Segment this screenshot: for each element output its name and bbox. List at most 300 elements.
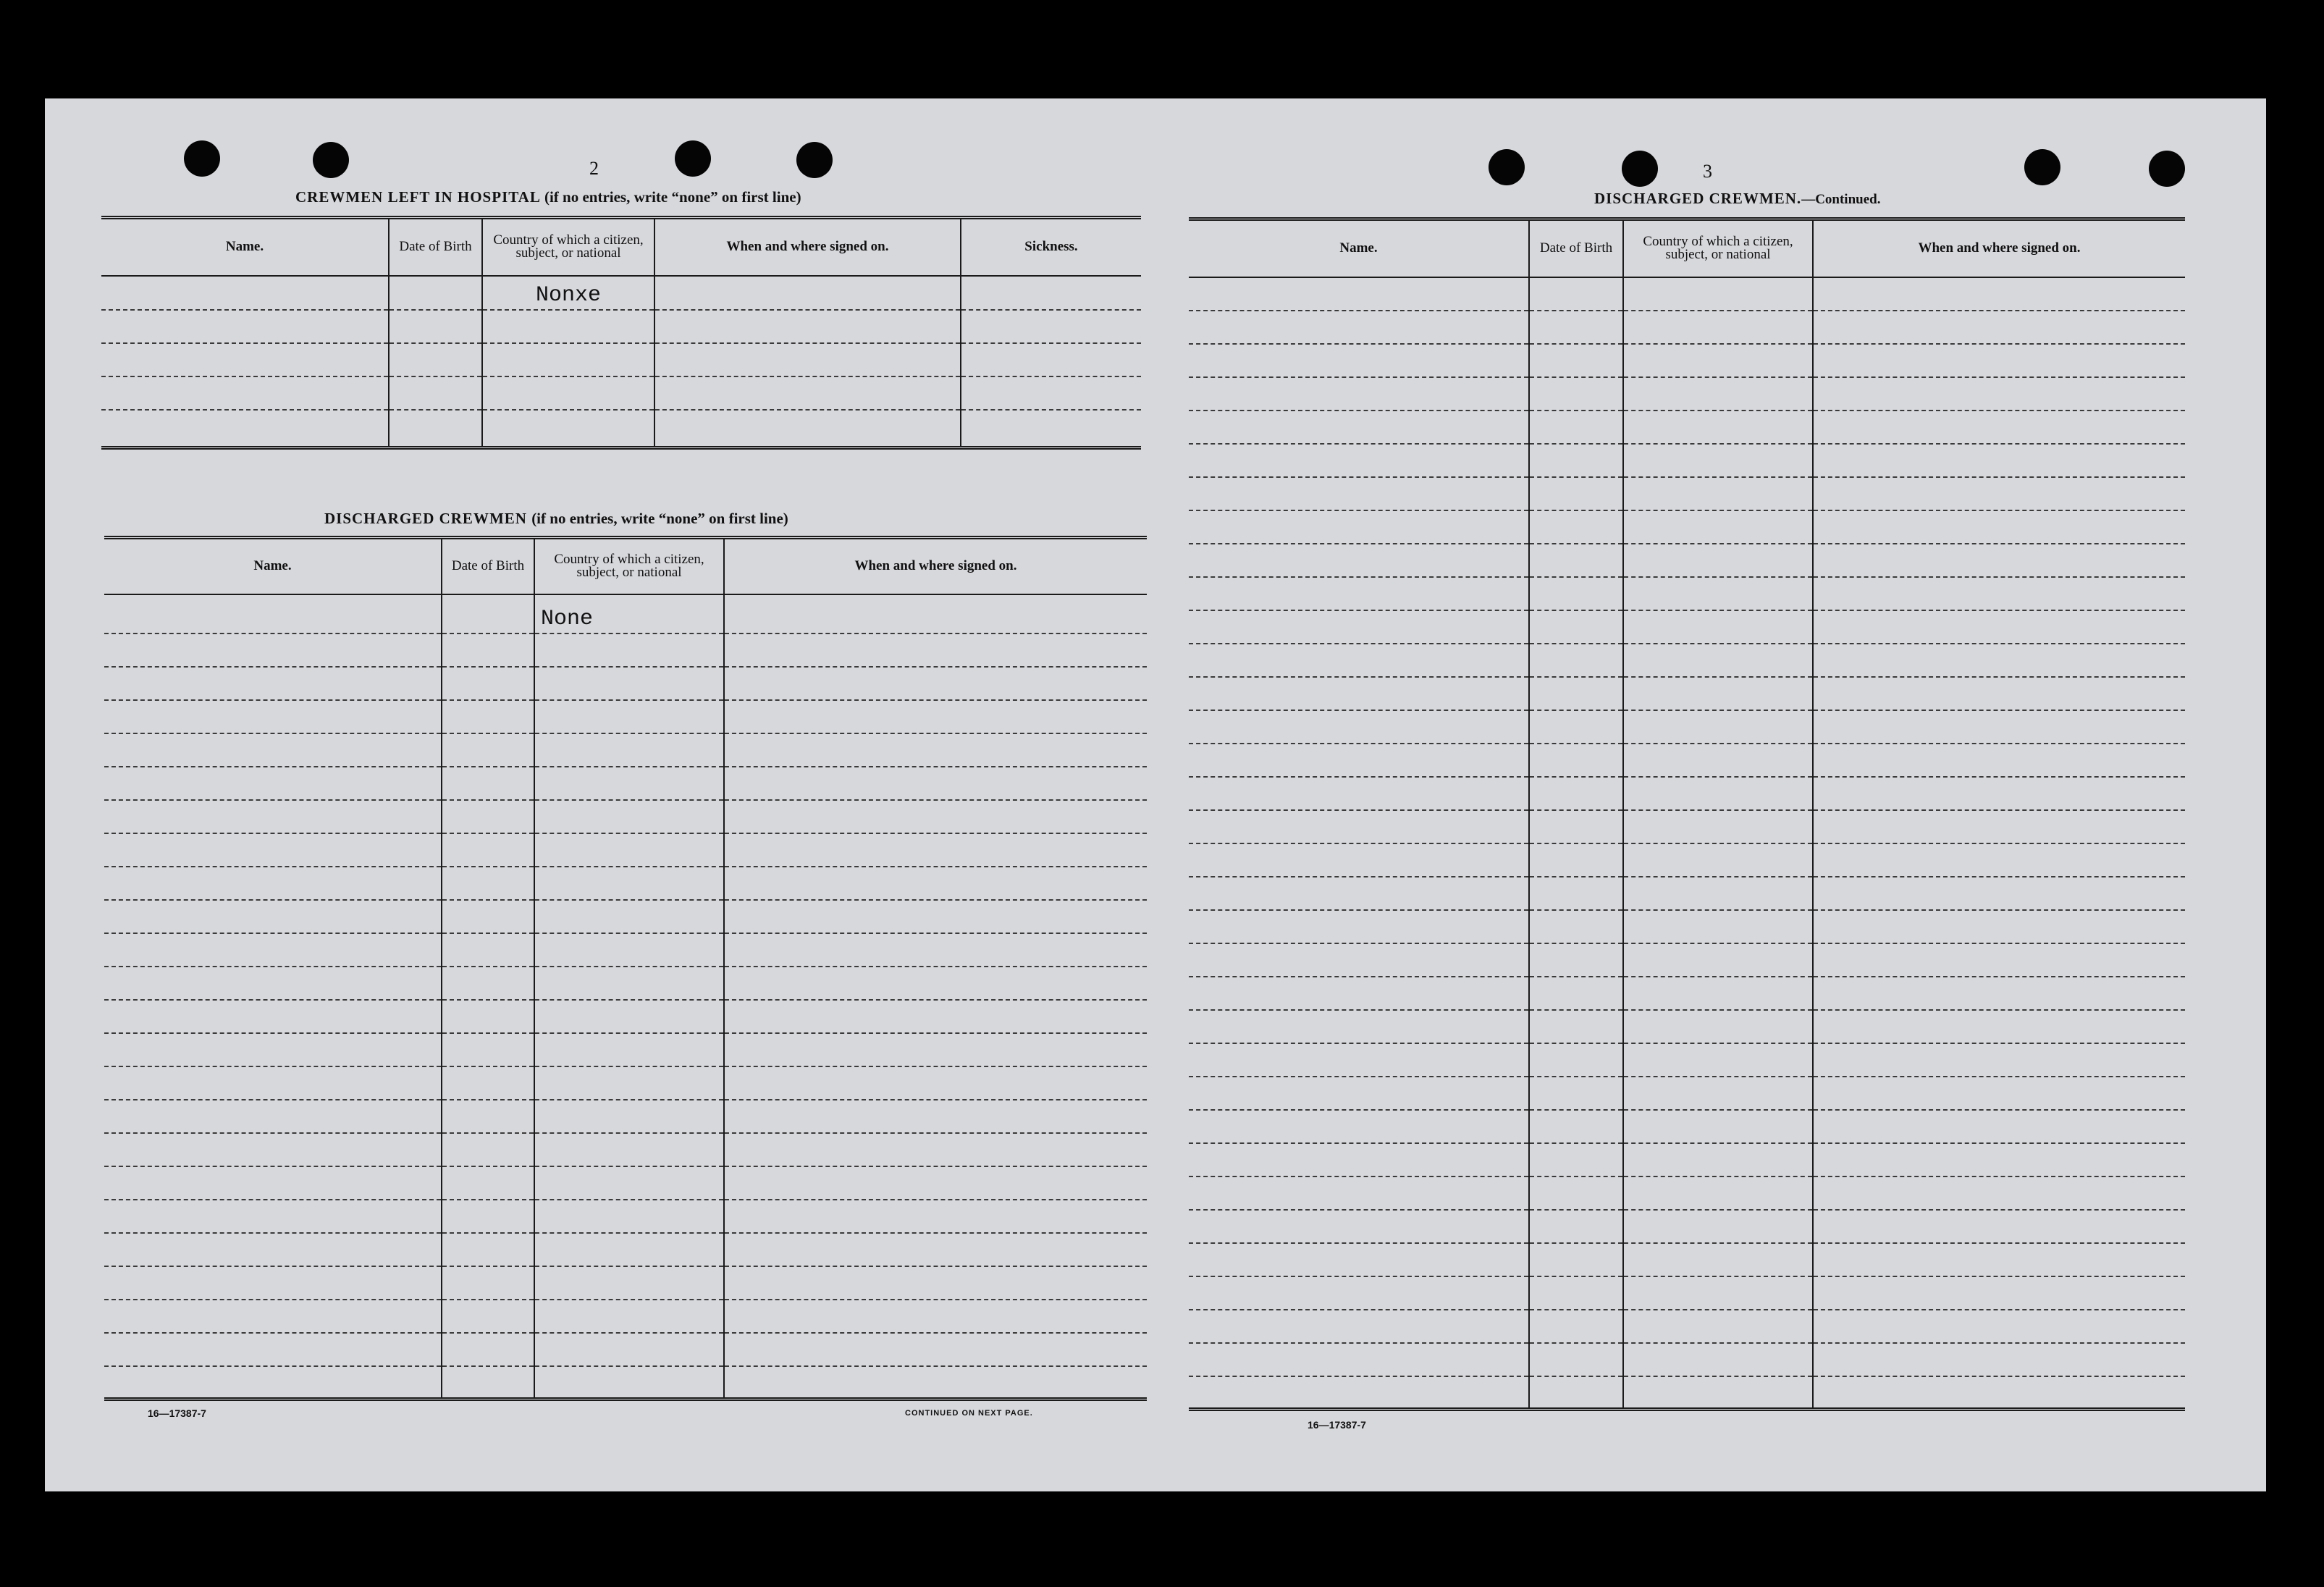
form-cell xyxy=(1623,977,1813,1010)
form-row xyxy=(104,767,1147,800)
form-cell xyxy=(1189,1210,1529,1243)
form-cell xyxy=(724,1066,1147,1100)
form-cell xyxy=(1189,877,1529,910)
form-cell xyxy=(1813,777,2185,810)
form-cell xyxy=(1813,1176,2185,1210)
form-row xyxy=(1189,710,2185,744)
form-cell xyxy=(724,633,1147,667)
form-cell xyxy=(724,1033,1147,1066)
punch-hole xyxy=(675,140,711,177)
form-cell xyxy=(1623,777,1813,810)
form-cell xyxy=(534,767,724,800)
form-row xyxy=(104,1066,1147,1100)
form-cell xyxy=(1813,411,2185,444)
form-cell xyxy=(1813,1010,2185,1043)
form-row xyxy=(1189,777,2185,810)
form-row xyxy=(1189,1176,2185,1210)
punch-hole xyxy=(1489,149,1525,185)
form-cell xyxy=(1189,577,1529,610)
form-cell xyxy=(534,1366,724,1399)
form-row xyxy=(1189,843,2185,877)
form-row xyxy=(104,700,1147,733)
discharged-entry: None xyxy=(534,594,724,633)
form-row xyxy=(1189,277,2185,311)
col-header-signed-on: When and where signed on. xyxy=(724,538,1147,594)
form-number: 16—17387-7 xyxy=(148,1407,206,1419)
form-row xyxy=(104,1000,1147,1033)
page-left xyxy=(45,98,1155,1491)
form-cell xyxy=(1623,277,1813,311)
form-row xyxy=(1189,1210,2185,1243)
form-cell xyxy=(1813,1310,2185,1343)
form-cell xyxy=(442,867,534,900)
form-row xyxy=(1189,577,2185,610)
form-cell xyxy=(1813,1143,2185,1176)
form-cell xyxy=(442,1266,534,1300)
form-cell xyxy=(1189,411,1529,444)
form-cell xyxy=(534,1133,724,1166)
form-cell xyxy=(104,767,442,800)
form-cell xyxy=(1189,1043,1529,1077)
form-cell xyxy=(1623,1043,1813,1077)
form-cell xyxy=(1813,677,2185,710)
form-cell xyxy=(534,833,724,867)
form-cell xyxy=(724,833,1147,867)
continued-note: CONTINUED ON NEXT PAGE. xyxy=(905,1409,1033,1418)
form-cell xyxy=(1623,1343,1813,1376)
punch-hole xyxy=(184,140,220,177)
form-row xyxy=(1189,1343,2185,1376)
col-header-sickness: Sickness. xyxy=(961,218,1141,276)
discharged-section-title xyxy=(324,510,788,528)
form-cell xyxy=(1189,344,1529,377)
form-row xyxy=(104,1200,1147,1233)
form-cell xyxy=(1529,444,1623,477)
form-cell xyxy=(1813,1210,2185,1243)
form-cell xyxy=(1623,1310,1813,1343)
form-cell xyxy=(724,1000,1147,1033)
hospital-table xyxy=(101,216,1141,450)
form-cell xyxy=(1189,943,1529,977)
form-cell xyxy=(1189,843,1529,877)
form-cell xyxy=(1813,943,2185,977)
discharged-continued-title-text: DISCHARGED CREWMEN. xyxy=(1594,190,1802,207)
form-cell xyxy=(1189,510,1529,544)
form-cell xyxy=(1529,677,1623,710)
form-cell xyxy=(534,900,724,933)
form-cell xyxy=(1813,577,2185,610)
form-row xyxy=(1189,377,2185,411)
form-cell xyxy=(1529,777,1623,810)
form-cell xyxy=(1189,1077,1529,1110)
form-cell xyxy=(442,733,534,767)
form-cell xyxy=(724,867,1147,900)
form-cell xyxy=(442,1200,534,1233)
form-cell xyxy=(1529,377,1623,411)
form-cell xyxy=(104,733,442,767)
form-row xyxy=(104,1300,1147,1333)
form-cell xyxy=(534,1200,724,1233)
form-cell xyxy=(1529,1210,1623,1243)
form-cell xyxy=(1529,577,1623,610)
form-cell xyxy=(1623,1376,1813,1410)
form-cell xyxy=(534,1066,724,1100)
form-cell xyxy=(1529,610,1623,644)
form-cell xyxy=(534,1000,724,1033)
form-cell xyxy=(1189,1176,1529,1210)
form-cell xyxy=(1529,1276,1623,1310)
form-cell xyxy=(1813,610,2185,644)
form-cell xyxy=(724,933,1147,967)
form-cell xyxy=(1813,1243,2185,1276)
form-cell xyxy=(442,1033,534,1066)
form-row xyxy=(104,667,1147,700)
form-cell xyxy=(1529,477,1623,510)
form-cell xyxy=(1813,1043,2185,1077)
form-cell xyxy=(104,1333,442,1366)
form-cell xyxy=(1189,1343,1529,1376)
punch-hole xyxy=(2149,151,2185,187)
form-row xyxy=(104,800,1147,833)
form-cell xyxy=(724,700,1147,733)
form-row xyxy=(1189,943,2185,977)
form-cell xyxy=(1529,1176,1623,1210)
discharged-title-note: (if no entries, write “none” on first line) xyxy=(531,510,788,527)
form-row xyxy=(1189,544,2185,577)
form-cell xyxy=(442,933,534,967)
form-cell xyxy=(1623,1176,1813,1210)
form-cell xyxy=(1623,377,1813,411)
form-cell xyxy=(1623,843,1813,877)
form-cell xyxy=(724,1166,1147,1200)
form-cell xyxy=(534,800,724,833)
form-cell xyxy=(534,933,724,967)
form-row xyxy=(104,833,1147,867)
form-cell xyxy=(104,1100,442,1133)
form-cell xyxy=(1813,377,2185,411)
form-cell xyxy=(1623,577,1813,610)
form-cell xyxy=(534,1033,724,1066)
form-row xyxy=(1189,1110,2185,1143)
form-cell xyxy=(1189,544,1529,577)
discharged-table xyxy=(104,536,1147,1401)
form-cell xyxy=(1623,1077,1813,1110)
punch-hole xyxy=(1622,151,1658,187)
form-cell xyxy=(104,933,442,967)
form-cell xyxy=(1813,477,2185,510)
form-cell xyxy=(534,1100,724,1133)
form-cell xyxy=(724,733,1147,767)
form-cell xyxy=(1813,1077,2185,1110)
form-cell xyxy=(1623,510,1813,544)
form-cell xyxy=(1813,910,2185,943)
form-cell xyxy=(104,1300,442,1333)
form-cell xyxy=(534,733,724,767)
form-cell xyxy=(1623,477,1813,510)
form-cell xyxy=(1623,1010,1813,1043)
form-cell xyxy=(724,667,1147,700)
form-cell xyxy=(1623,877,1813,910)
form-row xyxy=(1189,1376,2185,1410)
form-cell xyxy=(724,1233,1147,1266)
form-row xyxy=(1189,477,2185,510)
form-cell xyxy=(1623,744,1813,777)
form-cell xyxy=(104,700,442,733)
col-header-signed-on: When and where signed on. xyxy=(654,218,961,276)
col-header-country: Country of which a citizen, subject, or national xyxy=(1623,219,1813,277)
punch-hole xyxy=(2024,149,2060,185)
form-cell xyxy=(1189,610,1529,644)
form-cell xyxy=(1529,277,1623,311)
form-cell xyxy=(1189,1110,1529,1143)
form-row xyxy=(1189,1077,2185,1110)
form-cell xyxy=(1529,544,1623,577)
punch-hole xyxy=(796,142,833,178)
form-cell xyxy=(1529,943,1623,977)
form-cell xyxy=(534,867,724,900)
form-cell xyxy=(1623,1276,1813,1310)
form-cell xyxy=(1623,943,1813,977)
form-cell xyxy=(1529,1310,1623,1343)
form-cell xyxy=(1623,311,1813,344)
col-header-country: Country of which a citizen, subject, or national xyxy=(534,538,724,594)
form-row xyxy=(104,867,1147,900)
form-cell xyxy=(1529,1077,1623,1110)
form-cell xyxy=(1529,1043,1623,1077)
form-cell xyxy=(724,1200,1147,1233)
form-row xyxy=(104,1166,1147,1200)
form-cell xyxy=(1189,710,1529,744)
form-cell xyxy=(442,833,534,867)
form-cell xyxy=(1529,344,1623,377)
page-number: 3 xyxy=(1703,161,1712,182)
form-cell xyxy=(1189,910,1529,943)
form-cell xyxy=(724,900,1147,933)
form-cell xyxy=(1623,1110,1813,1143)
form-cell xyxy=(1189,1376,1529,1410)
form-cell xyxy=(724,1266,1147,1300)
form-cell xyxy=(442,1233,534,1266)
form-cell xyxy=(724,1300,1147,1333)
form-row xyxy=(1189,644,2185,677)
form-cell xyxy=(1813,344,2185,377)
form-cell xyxy=(1529,744,1623,777)
col-header-date-of-birth: Date of Birth xyxy=(442,538,534,594)
form-cell xyxy=(1529,710,1623,744)
form-cell xyxy=(1813,644,2185,677)
form-cell xyxy=(442,1066,534,1100)
form-row xyxy=(1189,444,2185,477)
form-row xyxy=(1189,877,2185,910)
form-cell xyxy=(442,1166,534,1200)
form-cell xyxy=(1529,1376,1623,1410)
form-row xyxy=(1189,910,2185,943)
form-row xyxy=(1189,1310,2185,1343)
form-row xyxy=(104,1033,1147,1066)
form-cell xyxy=(104,1000,442,1033)
form-cell xyxy=(1189,810,1529,843)
form-cell xyxy=(1189,777,1529,810)
form-row xyxy=(104,1100,1147,1133)
form-cell xyxy=(1529,1343,1623,1376)
form-row xyxy=(1189,1143,2185,1176)
form-cell xyxy=(724,800,1147,833)
form-cell xyxy=(442,1300,534,1333)
form-cell xyxy=(1623,710,1813,744)
form-row xyxy=(1189,1010,2185,1043)
col-header-country: Country of which a citizen, subject, or national xyxy=(482,218,654,276)
page-number: 2 xyxy=(589,158,599,179)
form-cell xyxy=(724,767,1147,800)
form-cell xyxy=(534,667,724,700)
form-cell xyxy=(1189,644,1529,677)
page-right xyxy=(1155,98,2266,1491)
form-cell xyxy=(1189,744,1529,777)
form-cell xyxy=(1529,644,1623,677)
col-header-name: Name. xyxy=(101,218,389,276)
form-cell xyxy=(1813,1276,2185,1310)
form-row xyxy=(104,967,1147,1000)
form-cell xyxy=(1623,910,1813,943)
form-cell xyxy=(442,767,534,800)
form-cell xyxy=(1529,910,1623,943)
form-cell xyxy=(1189,977,1529,1010)
form-cell xyxy=(1189,1243,1529,1276)
form-cell xyxy=(1813,744,2185,777)
form-row xyxy=(104,1233,1147,1266)
form-cell xyxy=(724,1133,1147,1166)
form-cell xyxy=(1813,277,2185,311)
form-cell xyxy=(534,967,724,1000)
form-cell xyxy=(1189,1310,1529,1343)
form-cell xyxy=(104,667,442,700)
form-number: 16—17387-7 xyxy=(1308,1419,1366,1431)
form-cell xyxy=(1623,444,1813,477)
form-row xyxy=(104,1266,1147,1300)
form-row xyxy=(104,733,1147,767)
form-cell xyxy=(442,1000,534,1033)
form-cell xyxy=(1813,311,2185,344)
form-cell xyxy=(1813,977,2185,1010)
form-cell xyxy=(1529,843,1623,877)
discharged-continued-table xyxy=(1189,217,2185,1411)
form-cell xyxy=(1529,1243,1623,1276)
form-row xyxy=(104,1133,1147,1166)
discharged-continued-suffix: —Continued. xyxy=(1801,192,1881,207)
form-cell xyxy=(1623,1210,1813,1243)
form-cell xyxy=(724,967,1147,1000)
hospital-title-note: (if no entries, write “none” on first line) xyxy=(544,188,801,206)
form-cell xyxy=(1189,677,1529,710)
form-cell xyxy=(1813,1343,2185,1376)
form-row xyxy=(1189,411,2185,444)
form-sheet xyxy=(45,98,2266,1491)
form-row xyxy=(1189,810,2185,843)
form-cell xyxy=(1813,510,2185,544)
form-cell xyxy=(442,1366,534,1399)
form-cell xyxy=(1189,1276,1529,1310)
punch-hole xyxy=(313,142,349,178)
form-cell xyxy=(104,1200,442,1233)
form-row xyxy=(1189,977,2185,1010)
form-cell xyxy=(442,667,534,700)
form-cell xyxy=(1623,610,1813,644)
form-cell xyxy=(442,800,534,833)
hospital-title-text: CREWMEN LEFT IN HOSPITAL xyxy=(295,188,540,206)
form-cell xyxy=(104,1266,442,1300)
form-row xyxy=(104,1333,1147,1366)
form-row xyxy=(1189,510,2185,544)
form-cell xyxy=(1623,544,1813,577)
form-cell xyxy=(104,1066,442,1100)
form-cell xyxy=(442,700,534,733)
form-cell xyxy=(1813,843,2185,877)
form-cell xyxy=(1529,877,1623,910)
form-cell xyxy=(1623,677,1813,710)
form-cell xyxy=(104,1166,442,1200)
col-header-date-of-birth: Date of Birth xyxy=(1529,219,1623,277)
form-cell xyxy=(442,1333,534,1366)
form-cell xyxy=(724,1333,1147,1366)
form-row xyxy=(1189,1243,2185,1276)
form-cell xyxy=(1623,810,1813,843)
form-cell xyxy=(534,633,724,667)
form-cell xyxy=(1529,977,1623,1010)
form-cell xyxy=(724,1100,1147,1133)
col-header-date-of-birth: Date of Birth xyxy=(389,218,482,276)
form-cell xyxy=(104,633,442,667)
form-cell xyxy=(104,800,442,833)
form-row xyxy=(1189,1276,2185,1310)
form-cell xyxy=(1813,877,2185,910)
col-header-name: Name. xyxy=(1189,219,1529,277)
form-cell xyxy=(534,1333,724,1366)
form-cell xyxy=(1813,1376,2185,1410)
hospital-section-title xyxy=(295,188,801,206)
form-cell xyxy=(104,1133,442,1166)
form-row xyxy=(104,1366,1147,1399)
discharged-title-text: DISCHARGED CREWMEN xyxy=(324,510,527,527)
form-cell xyxy=(104,1233,442,1266)
form-row xyxy=(104,933,1147,967)
form-row xyxy=(1189,311,2185,344)
form-cell xyxy=(1813,444,2185,477)
form-cell xyxy=(1529,1010,1623,1043)
form-cell xyxy=(534,1233,724,1266)
discharged-continued-title xyxy=(1594,190,1880,208)
form-cell xyxy=(1623,644,1813,677)
form-cell xyxy=(1623,411,1813,444)
form-cell xyxy=(1189,1010,1529,1043)
form-cell xyxy=(534,1266,724,1300)
form-cell xyxy=(1623,1143,1813,1176)
form-cell xyxy=(534,1300,724,1333)
form-row xyxy=(1189,744,2185,777)
form-cell xyxy=(1529,1143,1623,1176)
form-row xyxy=(1189,344,2185,377)
form-cell xyxy=(1189,477,1529,510)
form-cell xyxy=(104,833,442,867)
form-cell xyxy=(1813,710,2185,744)
form-cell xyxy=(442,967,534,1000)
form-cell xyxy=(104,1366,442,1399)
form-cell xyxy=(1189,1143,1529,1176)
form-cell xyxy=(534,1166,724,1200)
form-cell xyxy=(1813,544,2185,577)
form-cell xyxy=(1623,344,1813,377)
col-header-name: Name. xyxy=(104,538,442,594)
form-cell xyxy=(104,1033,442,1066)
